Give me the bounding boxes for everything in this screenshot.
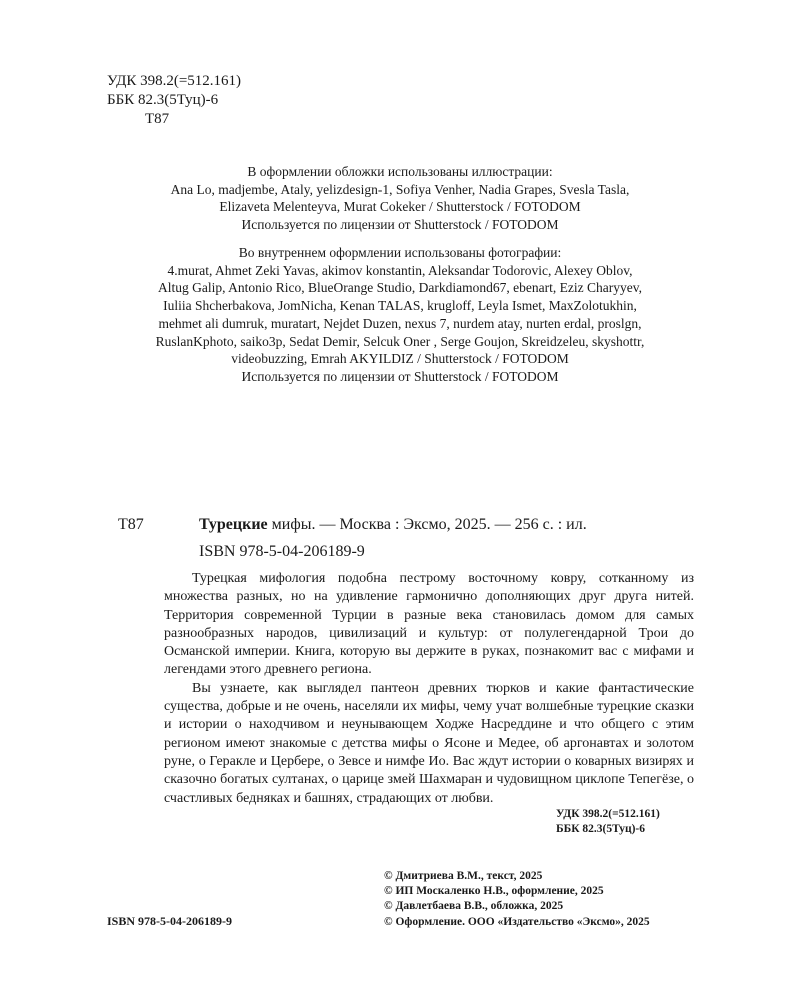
catalog-isbn: ISBN 978-5-04-206189-9 <box>199 543 365 560</box>
copyright-line: © Давлетбаева В.В., обложка, 2025 <box>384 900 564 913</box>
credits-line: Elizaveta Melenteyva, Murat Cokeker / Shutterstock / FOTODOM <box>219 199 581 215</box>
copyright-line: © Дмитриева В.М., текст, 2025 <box>384 870 543 882</box>
credits-license-line: Используется по лицензии от Shutterstock / FOTODOM <box>241 368 559 384</box>
credits-line: videobuzzing, Emrah AKYILDIZ / Shutterstock / FOTODOM <box>231 351 569 367</box>
author-mark: Т87 <box>145 111 170 127</box>
bbk-code: ББК 82.3(5Туц)-6 <box>556 823 646 835</box>
udk-code: УДК 398.2(=512.161) <box>107 73 242 89</box>
credits-line: mehmet ali dumruk, muratart, Nejdet Duzen, nexus 7, nurdem atay, nurten erdal, proslgn, <box>158 315 642 331</box>
copyright-block <box>384 869 650 930</box>
credits-heading: Во внутреннем оформлении использованы фотографии: <box>238 245 562 260</box>
catalog-record <box>199 516 587 534</box>
catalog-title-bold: Турецкие <box>199 516 268 533</box>
udk-bbk-repeat <box>556 807 660 837</box>
annotation <box>164 570 694 808</box>
copyright-line: © ИП Москаленко Н.В., оформление, 2025 <box>384 885 604 898</box>
catalog-imprint: мифы. — Москва : Эксмо, 2025. — 256 с. : ил. <box>267 516 587 533</box>
udk-bbk-block <box>107 72 241 129</box>
cover-illustration-credits <box>100 163 700 234</box>
credits-line: Iuliia Shcherbakova, JomNicha, Kenan TALAS, krugloff, Leyla Ismet, MaxZolotukhin, <box>163 298 637 314</box>
inner-photo-credits <box>100 244 700 386</box>
bbk-code: ББК 82.3(5Туц)-6 <box>107 92 219 108</box>
credits-line: RuslanKphoto, saiko3p, Sedat Demir, Selcuk Oner , Serge Goujon, Skreidzeleu, skyshottr, <box>155 333 645 349</box>
annotation-paragraph: Вы узнаете, как выглядел пантеон древних тюрков и какие фантастические существа, добрые и не очень, населяли их мифы, чему учат волшебные турецкие сказки и истории о находчивом и неунывающем Ходже Насреддине и что общего с этим регионом имеют знакомые с детства мифы о Ясоне и Медее, об аргонавтах и золотом руне, о Геракле и Цербере, о Зевсе и нимфе Ио. Вас ждут истории о коварных визирях и сказочно богатых султанах, о царице змей Шахмаран и чудовищном циклопе Тепегёзе, о счастливых бедняках и башнях, страдающих от любви. <box>164 680 694 806</box>
credits-line: 4.murat, Ahmet Zeki Yavas, akimov konstantin, Aleksandar Todorovic, Alexey Oblov, <box>167 262 633 278</box>
udk-code: УДК 398.2(=512.161) <box>556 808 660 820</box>
isbn-footer: ISBN 978-5-04-206189-9 <box>107 914 232 928</box>
copyright-line: © Оформление. ООО «Издательство «Эксмо», 2025 <box>384 915 650 928</box>
credits-line: Ana Lo, madjembe, Ataly, yelizdesign-1, Sofiya Venher, Nadia Grapes, Svesla Tasla, <box>170 181 630 197</box>
credits-heading: В оформлении обложки использованы иллюстрации: <box>247 164 553 179</box>
annotation-paragraph: Турецкая мифология подобна пестрому восточному ковру, сотканному из множества разных, но на удивление гармонично дополняющих друг друга нитей. Территория современной Турции в разные века становилась домом для самых разнообразных народов, цивилизаций и культур: от полулегендарной Трои до Османской империи. Книга, которую вы держите в руках, познакомит вас с мифами и легендами этого древнего региона. <box>164 571 694 678</box>
credits-license-line: Используется по лицензии от Shutterstock / FOTODOM <box>241 217 559 233</box>
catalog-index: Т87 <box>118 516 144 533</box>
credits-line: Altug Galip, Antonio Rico, BlueOrange Studio, Darkdiamond67, ebenart, Eziz Charyyev, <box>158 280 642 296</box>
